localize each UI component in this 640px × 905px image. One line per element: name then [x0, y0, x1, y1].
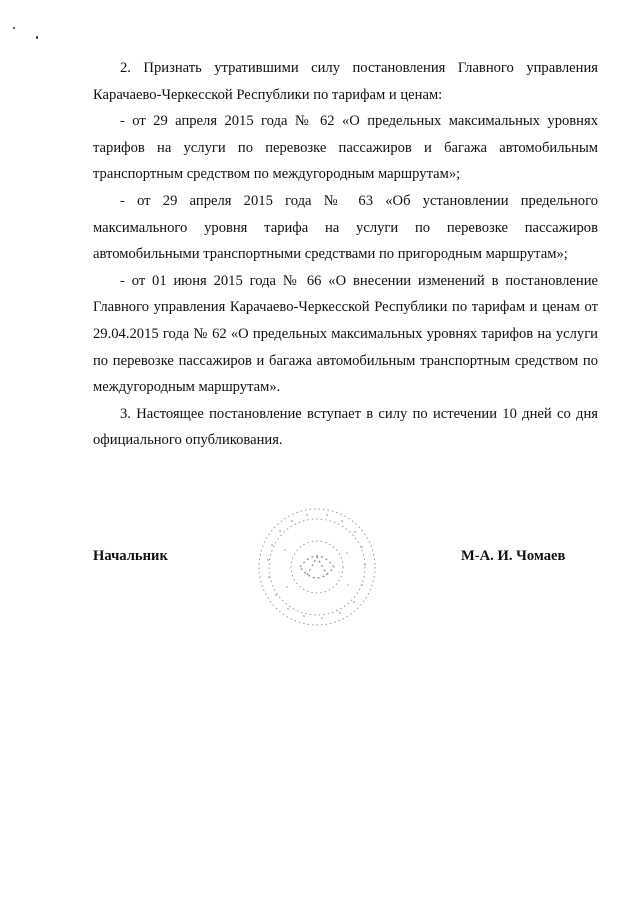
document-body [93, 55, 598, 454]
paragraph-item-2: 2. Признать утратившими силу постановления Главного управления Карачаево-Черкесской Республики по тарифам и ценам: [93, 60, 598, 103]
signature-block [0, 548, 640, 578]
signatory-position: Начальник [93, 548, 168, 564]
paragraph-subitem-66: - от 01 июня 2015 года № 66 «О внесении изменений в постановление Главного управления Карачаево-Черкесской Республики по тарифам и ценам от 29.04.2015 года № 62 «О предельных максимальных уровнях тарифов на услуги по перевозке пассажиров и багажа автомобильным транспортным средством по междугородным маршрутам». [93, 272, 598, 396]
signatory-name: М-А. И. Чомаев [461, 548, 566, 564]
scan-speck [13, 27, 15, 29]
paragraph-subitem-62: - от 29 апреля 2015 года № 62 «О предельных максимальных уровнях тарифов на услуги по перевозке пассажиров и багажа автомобильным транспортным средством по междугородным маршрутам»; [93, 113, 598, 183]
scan-speck [36, 36, 38, 39]
paragraph-subitem-63: - от 29 апреля 2015 года № 63 «Об установлении предельного максимального уровня тарифа на услуги по перевозке пассажиров автомобильными транспортными средствами по пригородным маршрутам»; [93, 192, 598, 263]
paragraph-item-3: 3. Настоящее постановление вступает в силу по истечении 10 дней со дня официального опубликования. [93, 405, 598, 449]
